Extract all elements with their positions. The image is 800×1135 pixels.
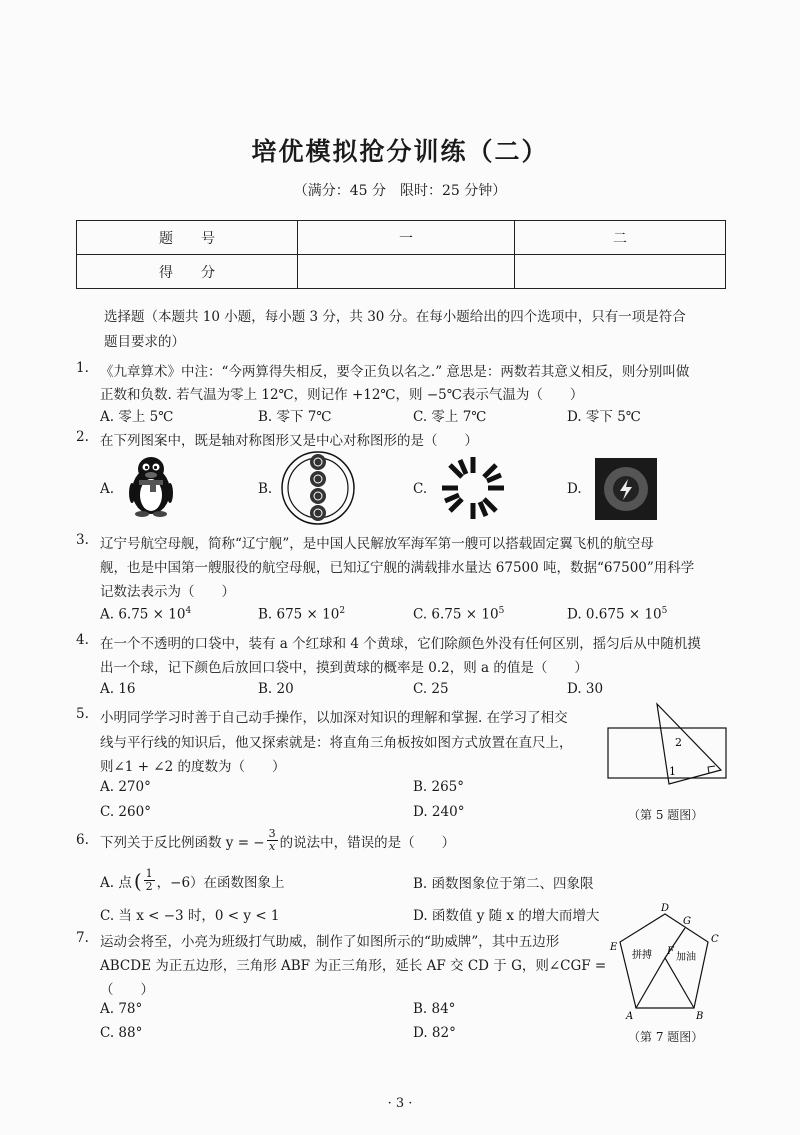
q4-option-d: D. 30 <box>567 681 604 697</box>
q1-line2: 正数和负数. 若气温为零上 12℃，则记作 +12℃，则 −5℃表示气温为（ ） <box>100 387 584 403</box>
q7-line2: ABCDE 为正五边形，三角形 ABF 为正三角形，延长 AF 交 CD 于 G，则∠CGF = <box>100 958 607 974</box>
section-intro-line1: 选择题（本题共 10 小题，每小题 3 分，共 30 分。在每小题给出的四个选项中，只有一项是符合 <box>104 309 686 325</box>
page-subtitle: （满分：45 分 限时：25 分钟） <box>293 183 507 199</box>
q6-stem-text: 下列关于反比例函数 y = − <box>100 834 265 851</box>
angle-2-label: 2 <box>675 736 682 749</box>
vertex-label: D <box>661 903 670 914</box>
q1-option-b: B. 零下 7℃ <box>258 409 332 425</box>
q4-line2: 出一个球，记下颜色后放回口袋中，摸到黄球的概率是 0.2，则 a 的值是（ ） <box>100 660 588 676</box>
vertex-label: F <box>667 946 674 957</box>
q4-option-c: C. 25 <box>413 681 449 697</box>
q3-line1: 辽宁号航空母舰，简称“辽宁舰”，是中国人民解放军海军第一艘可以搭载固定翼飞机的航空母 <box>100 536 654 552</box>
q7-line1: 运动会将至，小亮为班级打气助威，制作了如图所示的“助威牌”，其中五边形 <box>100 934 560 950</box>
question-number: 4. <box>76 632 89 648</box>
q6-option-a <box>100 868 285 893</box>
q5-figure-ruler-triangle <box>605 700 730 790</box>
q1-option-a: A. 零上 5℃ <box>100 409 174 425</box>
q1-option-c: C. 零上 7℃ <box>413 409 487 425</box>
q4-option-b: B. 20 <box>258 681 294 697</box>
table-cell: 一 <box>298 221 515 255</box>
q2-label-a: A. <box>100 481 115 497</box>
q5-figure-caption: （第 5 题图） <box>628 808 704 822</box>
figure-text: 拼搏 <box>632 950 652 961</box>
q3-option-c: C. $6.75 \times 10^5$ <box>413 606 505 623</box>
q3-option-d: D. $0.675 \times 10^5$ <box>567 606 668 623</box>
q5-line3: 则∠1 + ∠2 的度数为（ ） <box>100 759 286 775</box>
q7-figure-caption: （第 7 题图） <box>628 1030 704 1044</box>
fraction <box>144 868 155 893</box>
q5-line2: 线与平行线的知识后，他又探索就是：将直角三角板按如图方式放置在直尺上， <box>100 735 573 751</box>
q6-option-d: D. 函数值 y 随 x 的增大而增大 <box>413 908 600 924</box>
vertex-label: B <box>696 1011 704 1022</box>
q2-label-d: D. <box>567 481 582 497</box>
q6-option-a-text: A. 点 <box>100 874 132 891</box>
score-table <box>76 220 726 289</box>
q6-stem-text: 的说法中，错误的是（ ） <box>279 834 456 851</box>
q6-option-b: B. 函数图象位于第二、四象限 <box>413 876 594 892</box>
concentric-circles-icon <box>280 450 356 526</box>
q7-option-d: D. 82° <box>413 1025 456 1041</box>
section-intro-line2: 题目要求的） <box>104 334 185 350</box>
q2-line1: 在下列图案中，既是轴对称图形又是中心对称图形的是（ ） <box>100 433 478 449</box>
q2-label-b: B. <box>258 481 273 497</box>
score-cell[interactable] <box>298 255 515 289</box>
vertex-label: A <box>626 1011 634 1022</box>
paren: ( <box>133 868 142 893</box>
score-cell[interactable] <box>515 255 726 289</box>
penguin-icon <box>122 455 180 517</box>
q3-line3: 记数法表示为（ ） <box>100 584 235 600</box>
angle-1-label: 1 <box>669 765 676 778</box>
q4-line1: 在一个不透明的口袋中，装有 a 个红球和 4 个黄球，它们除颜色外没有任何区别，摇匀后从中随机摸 <box>100 636 701 652</box>
q6-option-c: C. 当 x < −3 时，0 < y < 1 <box>100 908 280 924</box>
q2-label-c: C. <box>413 481 428 497</box>
fraction-numerator: 1 <box>145 867 153 880</box>
q3-line2: 舰，也是中国第一艘服役的航空母舰，已知辽宁舰的满载排水量达 67500 吨，数据“67500”用科学 <box>100 560 695 576</box>
fraction-denominator: 2 <box>145 880 153 893</box>
question-number: 1. <box>76 360 89 376</box>
q5-option-b: B. 265° <box>413 779 465 795</box>
q4-option-a: A. 16 <box>100 681 136 697</box>
burst-icon <box>440 455 506 521</box>
q5-line1: 小明同学学习时善于自己动手操作，以加深对知识的理解和掌握. 在学习了相交 <box>100 710 568 726</box>
q6-option-a-text: ，−6）在函数图象上 <box>156 874 285 891</box>
vertex-label: G <box>683 916 691 927</box>
q7-option-a: A. 78° <box>100 1001 143 1017</box>
table-cell: 二 <box>515 221 726 255</box>
vertex-label: C <box>711 934 719 945</box>
fraction <box>267 828 278 853</box>
q5-option-d: D. 240° <box>413 804 465 820</box>
q1-option-d: D. 零下 5℃ <box>567 409 641 425</box>
q6-stem <box>100 828 455 853</box>
page-title: 培优模拟抢分训练（二） <box>251 137 549 166</box>
q7-option-b: B. 84° <box>413 1001 456 1017</box>
q5-option-c: C. 260° <box>100 804 151 820</box>
fraction-numerator: 3 <box>268 827 276 840</box>
q3-option-a: A. $6.75 \times 10^4$ <box>100 606 192 623</box>
fraction-denominator: x <box>269 840 276 853</box>
q1-line1: 《九章算术》中注：“今两算得失相反，要令正负以名之.” 意思是：两数若其意义相反，则分别叫做 <box>100 364 690 380</box>
q3-option-b: B. $675 \times 10^2$ <box>258 606 346 623</box>
question-number: 7. <box>76 930 89 946</box>
q7-line3: （ ） <box>100 982 154 998</box>
vertex-label: E <box>610 942 618 953</box>
table-cell: 题 号 <box>77 221 298 255</box>
table-row <box>77 255 726 289</box>
table-row <box>77 221 726 255</box>
figure-text: 加油 <box>676 952 696 963</box>
table-cell: 得 分 <box>77 255 298 289</box>
q7-option-c: C. 88° <box>100 1025 143 1041</box>
question-number: 6. <box>76 832 89 848</box>
question-number: 5. <box>76 706 89 722</box>
lightning-badge-icon <box>595 458 657 520</box>
question-number: 2. <box>76 429 89 445</box>
page-number: · 3 · <box>387 1096 413 1111</box>
q5-option-a: A. 270° <box>100 779 151 795</box>
question-number: 3. <box>76 532 89 548</box>
q7-figure-pentagon <box>608 902 726 1022</box>
